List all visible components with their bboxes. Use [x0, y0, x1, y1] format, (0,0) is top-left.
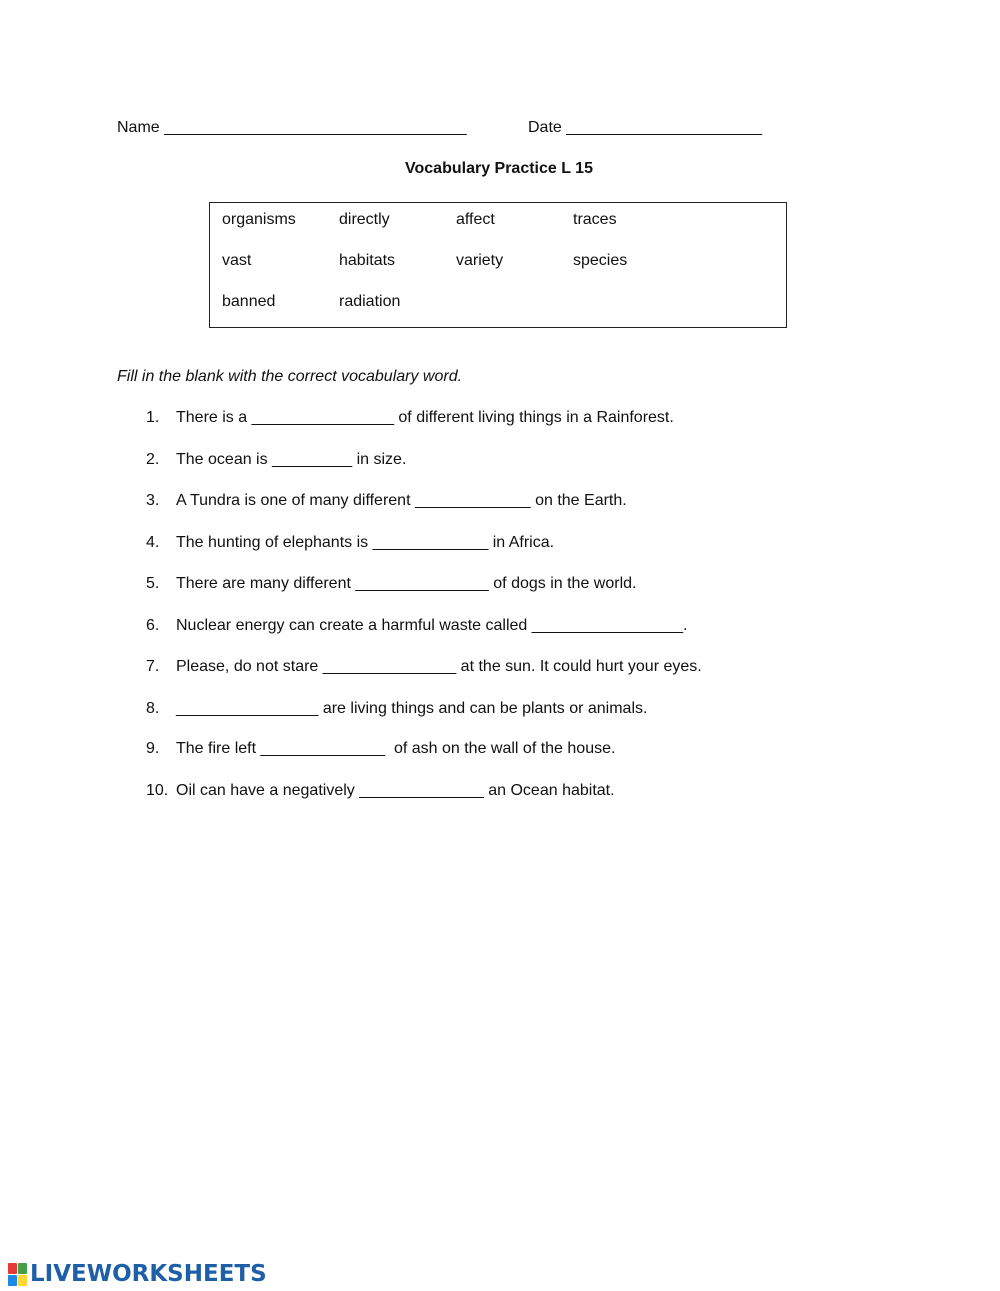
liveworksheets-logo-icon: [8, 1262, 28, 1286]
question-number: 5.: [146, 575, 160, 592]
brand-name: LIVEWORKSHEETS: [30, 1261, 267, 1287]
question-text[interactable]: ________________ are living things and can be plants or animals.: [176, 700, 648, 717]
word-bank-item: vast: [222, 252, 252, 269]
question-item: [146, 534, 846, 556]
question-text[interactable]: Oil can have a negatively ______________ an Ocean habitat.: [176, 782, 615, 799]
word-bank: [209, 202, 787, 328]
question-text[interactable]: Please, do not stare _______________ at the sun. It could hurt your eyes.: [176, 658, 702, 675]
question-number: 6.: [146, 617, 160, 634]
question-text[interactable]: The ocean is _________ in size.: [176, 451, 407, 468]
question-text[interactable]: Nuclear energy can create a harmful waste called _________________.: [176, 617, 688, 634]
question-item: [146, 658, 846, 680]
question-text[interactable]: The fire left ______________ of ash on the wall of the house.: [176, 740, 616, 757]
question-item: [146, 740, 846, 762]
question-item: [146, 700, 846, 722]
header-row: [117, 118, 837, 140]
instructions: Fill in the blank with the correct vocabulary word.: [117, 368, 463, 385]
word-bank-item: traces: [573, 211, 617, 228]
question-item: [146, 617, 846, 639]
question-item: [146, 492, 846, 514]
question-item: [146, 409, 846, 431]
question-text[interactable]: There is a ________________ of different living things in a Rainforest.: [176, 409, 674, 426]
word-bank-item: organisms: [222, 211, 296, 228]
question-number: 2.: [146, 451, 160, 468]
question-number: 3.: [146, 492, 160, 509]
question-item: [146, 451, 846, 473]
question-number: 9.: [146, 740, 160, 757]
question-number: 7.: [146, 658, 160, 675]
word-bank-item: affect: [456, 211, 495, 228]
word-bank-item: habitats: [339, 252, 396, 269]
question-number: 1.: [146, 409, 160, 426]
page-title: Vocabulary Practice L 15: [405, 160, 593, 177]
name-field[interactable]: Name __________________________________: [117, 119, 467, 136]
brand-logo[interactable]: [8, 1260, 267, 1288]
word-bank-item: directly: [339, 211, 390, 228]
word-bank-item: species: [573, 252, 628, 269]
question-number: 8.: [146, 700, 160, 717]
question-number: 4.: [146, 534, 160, 551]
question-text[interactable]: A Tundra is one of many different _____________ on the Earth.: [176, 492, 627, 509]
question-item: [146, 575, 846, 597]
word-bank-item: banned: [222, 293, 276, 310]
question-text[interactable]: The hunting of elephants is _____________ in Africa.: [176, 534, 555, 551]
question-number: 10.: [146, 782, 169, 799]
question-text[interactable]: There are many different _______________ of dogs in the world.: [176, 575, 637, 592]
question-item: [146, 782, 846, 804]
word-bank-item: variety: [456, 252, 504, 269]
date-field[interactable]: Date ______________________: [528, 119, 763, 136]
word-bank-item: radiation: [339, 293, 401, 310]
